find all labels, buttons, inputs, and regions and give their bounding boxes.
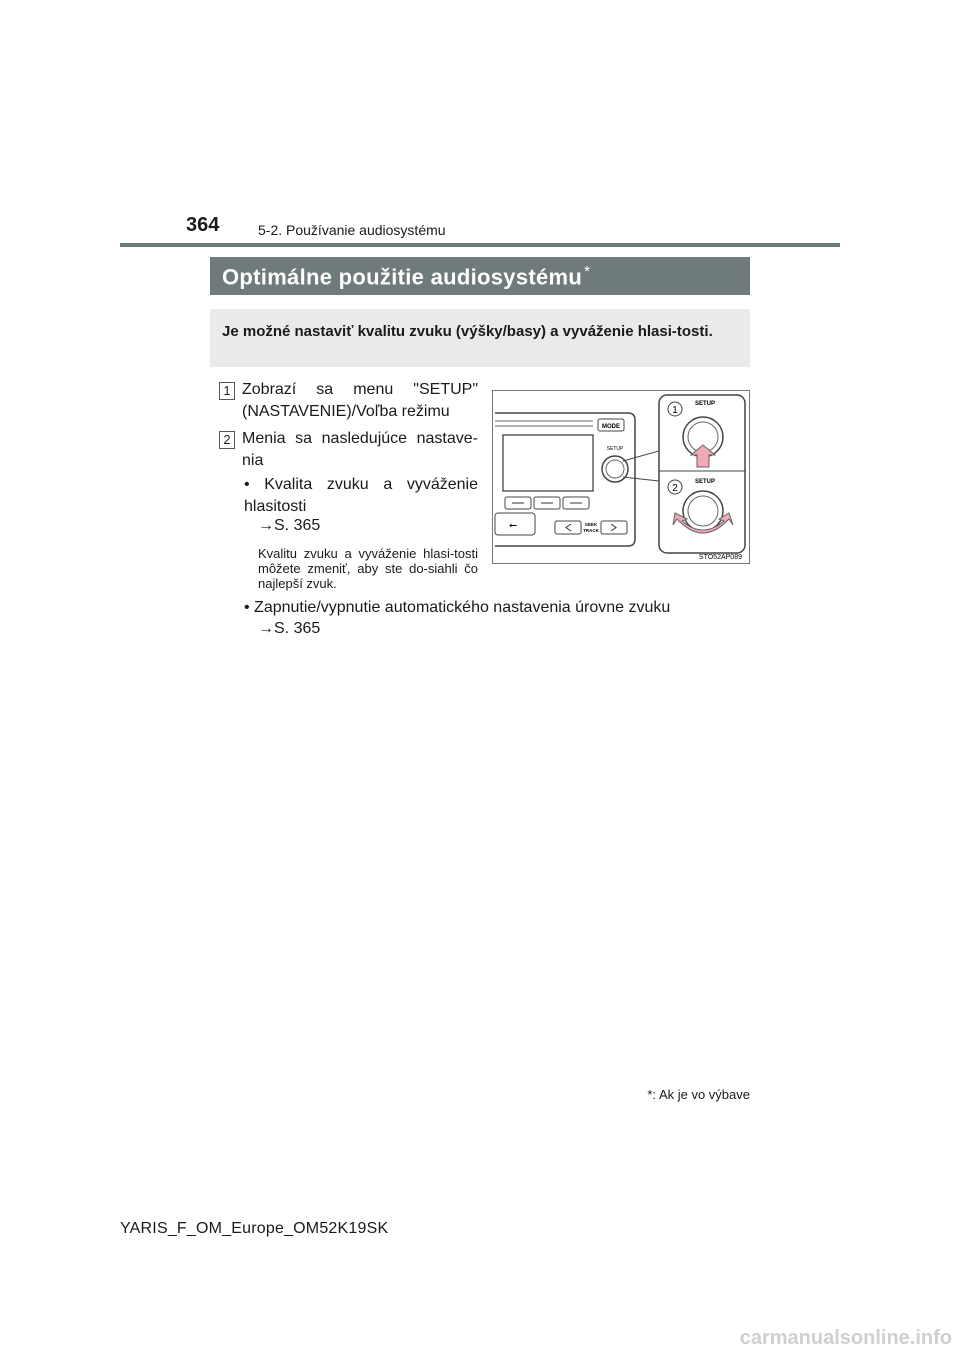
bullet-2: • Zapnutie/vypnutie automatického nastavenia úrovne zvuku	[244, 599, 671, 616]
section-title: 5-2. Používanie audiosystému	[258, 222, 446, 238]
setup-label-2: SETUP	[694, 479, 716, 485]
step-marker-2: 2	[219, 431, 235, 449]
page-number: 364	[186, 214, 220, 236]
intro-box	[210, 309, 750, 367]
usb-icon: ⭠	[509, 520, 517, 531]
callout-1: 1	[672, 405, 678, 416]
step-text-2: Menia sa nasledujúce nastave-nia	[242, 430, 478, 469]
heading-star: *	[584, 263, 591, 280]
setup-label-small: SETUP	[606, 446, 624, 452]
step-text-1: Zobrazí sa menu "SETUP" (NASTAVENIE)/Voľba režimu	[242, 381, 478, 420]
step-marker-1: 1	[219, 382, 235, 400]
watermark: carmanualsonline.info	[739, 1327, 952, 1349]
setup-label-1: SETUP	[694, 401, 716, 407]
track-label: TRACK	[583, 528, 599, 533]
footer-text: YARIS_F_OM_Europe_OM52K19SK	[120, 1220, 389, 1237]
intro-text: Je možné nastaviť kvalitu zvuku (výšky/basy) a vyváženie hlasi-tosti.	[222, 323, 713, 340]
image-code: STO52AP089	[698, 554, 742, 561]
bullet-1: • Kvalita zvuku a vyváženie hlasitosti	[244, 476, 478, 515]
seek-label: SEEK	[584, 522, 598, 527]
mode-label: MODE	[602, 424, 620, 430]
callout-2: 2	[672, 483, 678, 494]
heading-bar	[210, 257, 750, 295]
audio-panel-illustration	[493, 391, 749, 563]
audio-panel-figure	[492, 390, 750, 564]
bullet-2-ref: →S. 365	[258, 620, 321, 637]
heading-title: Optimálne použitie audiosystému	[222, 264, 583, 290]
header-rule	[120, 243, 840, 247]
bullet-1-ref: →S. 365	[258, 517, 321, 534]
footnote: *: Ak je vo výbave	[647, 1087, 750, 1102]
note-text: Kvalitu zvuku a vyváženie hlasi-tosti môžete zmeniť, aby ste do-siahli čo najlepší zvuk.	[258, 546, 478, 591]
